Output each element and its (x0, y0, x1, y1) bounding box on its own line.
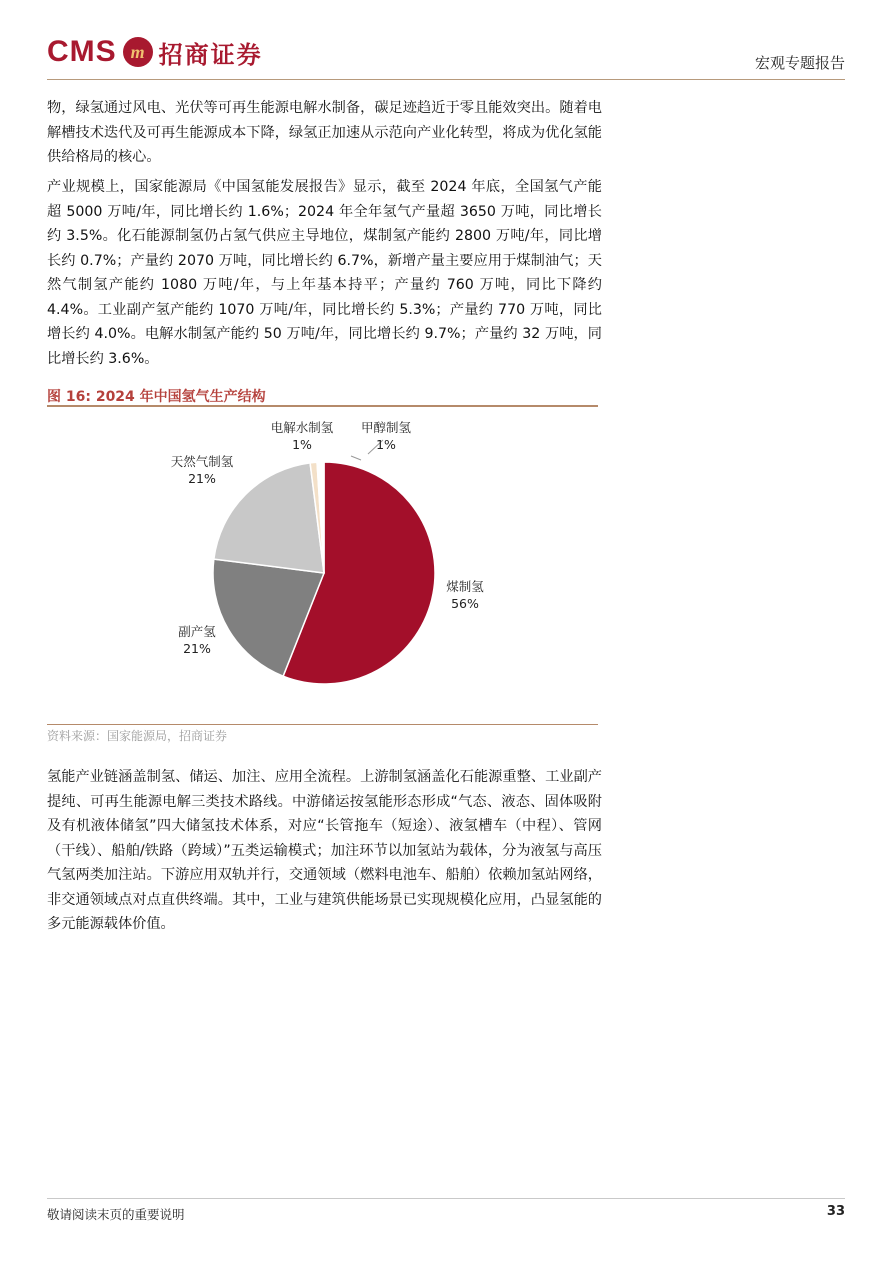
figure-bottom-rule (47, 724, 598, 725)
slice-percent-label: 1% (376, 437, 396, 452)
slice-percent-label: 1% (292, 437, 312, 452)
page-header (47, 30, 845, 80)
slice-label: 副产氢 (178, 624, 216, 639)
header-divider (47, 79, 845, 80)
page-number: 33 (826, 1204, 845, 1219)
slice-percent-label: 21% (188, 471, 216, 486)
logo-mark-icon: m (123, 37, 153, 67)
pie-chart (47, 408, 598, 722)
footer-disclaimer: 敬请阅读末页的重要说明 (47, 1207, 185, 1222)
logo-latin-text: CMS (47, 35, 117, 68)
slice-percent-label: 56% (451, 596, 479, 611)
slice-label: 甲醇制氢 (360, 420, 412, 435)
paragraph-industry-chain: 氢能产业链涵盖制氢、储运、加注、应用全流程。上游制氢涵盖化石能源重整、工业副产提纯、可再生能源电解三类技术路线。中游储运按氢能形态形成“气态、液态、固体吸附及有机液体储氢”四大储氢技术体系，对应“长管拖车（短途）、液氢槽车（中程）、管网（干线）、船舶/铁路（跨域）”五类运输模式；加注环节以加氢站为载体，分为液氢与高压气氢两类加注站。下游应用双轨并行，交通领域（燃料电池车、船舶）依赖加氢站网络，非交通领域点对点直供终端。其中，工业与建筑供能场景已实现规模化应用，凸显氢能的多元能源载体价值。 (47, 769, 602, 932)
slice-label: 天然气制氢 (170, 454, 234, 469)
leader-line (351, 456, 361, 460)
slice-label: 煤制氢 (446, 579, 484, 594)
footer-divider (47, 1198, 845, 1199)
pie-slice (214, 463, 324, 573)
figure-title: 图 16: 2024 年中国氢气生产结构 (47, 389, 266, 405)
paragraph-green-hydrogen: 物，绿氢通过风电、光伏等可再生能源电解水制备，碳足迹趋近于零且能效突出。随着电解槽技术迭代及可再生能源成本下降，绿氢正加速从示范向产业化转型，将成为优化氢能供给格局的核心。 (47, 100, 602, 165)
logo-chinese-text: 招商证券 (158, 40, 263, 69)
pie-chart-svg (47, 408, 598, 722)
figure-source: 资料来源：国家能源局，招商证券 (47, 729, 228, 743)
slice-percent-label: 21% (183, 641, 211, 656)
report-type: 宏观专题报告 (754, 54, 845, 72)
company-logo (47, 34, 263, 70)
figure-top-rule (47, 405, 598, 407)
slice-label: 电解水制氢 (270, 420, 334, 435)
paragraph-industry-scale: 产业规模上，国家能源局《中国氢能发展报告》显示，截至 2024 年底，全国氢气产能超 5000 万吨/年，同比增长约 1.6%；2024 年全年氢气产量超 3650 万吨，同比增长约 3.5%。化石能源制氢仍占氢气供应主导地位，煤制氢产能约 2800 万吨/年，同比增长约 0.7%；产量约 2070 万吨，同比增长约 6.7%，新增产量主要应用于煤制油气；天然气制氢产能约 1080 万吨/年，与上年基本持平；产量约 760 万吨，同比下降约 4.4%。工业副产氢产能约 1070 万吨/年，同比增长约 5.3%；产量约 770 万吨，同比增长约 4.0%。电解水制氢产能约 50 万吨/年，同比增长约 9.7%；产量约 32 万吨，同比增长约 3.6%。 (47, 179, 602, 367)
